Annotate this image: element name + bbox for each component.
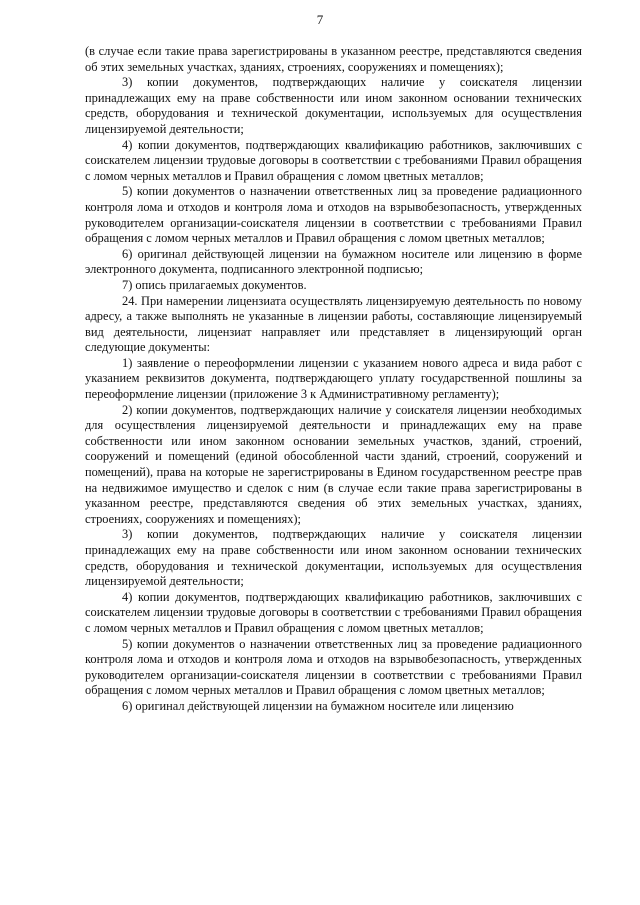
paragraph-clause-24: 24. При намерении лицензиата осуществлять лицензируемую деятельность по новому адресу, а также выполнять не указанные в лицензии работы, составляющие лицензируемый вид деятельности, лицензиат направляет или представляет в лицензирующий орган следующие документы: xyxy=(85,293,582,355)
paragraph-item-5: 5) копии документов о назначении ответственных лиц за проведение радиационного контроля лома и отходов и контроля лома и отходов на взрывобезопасность, утвержденных руководителем организации-соискателя лицензии в соответствии с требованиями Правил обращения с ломом черных металлов и Правил обращения с ломом цветных металлов; xyxy=(85,184,582,246)
paragraph-item-4: 4) копии документов, подтверждающих квалификацию работников, заключивших с соискателем лицензии трудовые договоры в соответствии с требованиями Правил обращения с ломом черных металлов и Правил обращения с ломом цветных металлов; xyxy=(85,137,582,183)
paragraph-continuation: (в случае если такие права зарегистрированы в указанном реестре, представляются сведения об этих земельных участках, зданиях, строениях, сооружениях и помещениях); xyxy=(85,44,582,74)
paragraph-item-3: 3) копии документов, подтверждающих наличие у соискателя лицензии принадлежащих ему на праве собственности или ином законном основании технических средств, оборудования и технической документации, используемых для осуществления лицензируемой деятельности; xyxy=(85,75,582,136)
paragraph-item-3b: 3) копии документов, подтверждающих наличие у соискателя лицензии принадлежащих ему на праве собственности или ином законном основании технических средств, оборудования и технической документации, используемых для осуществления лицензируемой деятельности; xyxy=(85,527,582,589)
paragraph-item-1: 1) заявление о переоформлении лицензии с указанием нового адреса и вида работ с указанием реквизитов документа, подтверждающего уплату государственной пошлины за переоформление лицензии (приложение 3 к Административному регламенту); xyxy=(85,355,582,402)
paragraph-item-2: 2) копии документов, подтверждающих наличие у соискателя лицензии необходимых для осуществления лицензируемой деятельности и принадлежащих ему на праве собственности или ином законном основании земельных участков, зданий, строений, сооружений и помещений (единой обособленной части зданий, строений, сооружений и помещений), права на которые не зарегистрированы в Едином государственном реестре прав на недвижимое имущество и сделок с ним (в случае если такие права зарегистрированы в указанном реестре, представляются сведения об этих земельных участках, зданиях, строениях, сооружениях и помещениях); xyxy=(85,402,582,526)
paragraph-item-6b: 6) оригинал действующей лицензии на бумажном носителе или лицензию xyxy=(122,698,514,713)
document-body xyxy=(85,44,582,715)
page-number: 7 xyxy=(316,12,324,27)
paragraph-item-4b: 4) копии документов, подтверждающих квалификацию работников, заключивших с соискателем лицензии трудовые договоры в соответствии с требованиями Правил обращения с ломом черных металлов и Правил обращения с ломом цветных металлов; xyxy=(85,589,582,635)
paragraph-item-6: 6) оригинал действующей лицензии на бумажном носителе или лицензию в форме электронного документа, подписанного электронной подписью; xyxy=(85,246,582,277)
paragraph-item-5b: 5) копии документов о назначении ответственных лиц за проведение радиационного контроля лома и отходов и контроля лома и отходов на взрывобезопасность, утвержденных руководителем организации-соискателя лицензии в соответствии с требованиями Правил обращения с ломом черных металлов и Правил обращения с ломом цветных металлов; xyxy=(85,636,582,698)
paragraph-item-7: 7) опись прилагаемых документов. xyxy=(122,277,307,292)
